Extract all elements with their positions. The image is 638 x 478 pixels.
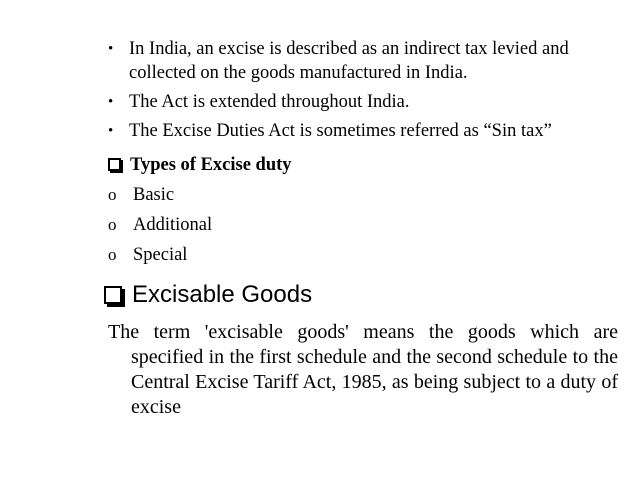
checkbox-square-icon	[104, 286, 122, 304]
bullet-list	[108, 37, 623, 148]
bullet-item	[108, 90, 623, 114]
bullet-dot-icon: •	[108, 123, 114, 139]
types-heading-text: Types of Excise duty	[130, 155, 292, 175]
list-item	[108, 183, 212, 207]
circle-bullet-icon: o	[108, 185, 117, 204]
bullet-item	[108, 119, 623, 143]
checkbox-square-icon	[108, 158, 121, 171]
bullet-dot-icon: •	[108, 94, 114, 110]
bullet-text: The Act is extended throughout India.	[129, 92, 410, 112]
type-label: Basic	[133, 185, 175, 205]
types-list	[108, 183, 212, 273]
excisable-heading-text: Excisable Goods	[132, 281, 313, 308]
types-heading	[108, 152, 292, 178]
type-label: Additional	[133, 215, 213, 235]
bullet-dot-icon: •	[108, 41, 114, 57]
bullet-item	[108, 37, 623, 85]
type-label: Special	[133, 245, 188, 265]
list-item	[108, 213, 212, 237]
excisable-heading	[104, 278, 312, 312]
circle-bullet-icon: o	[108, 215, 117, 234]
bullet-text: The Excise Duties Act is sometimes referred as “Sin tax”	[129, 121, 552, 141]
circle-bullet-icon: o	[108, 245, 117, 264]
list-item	[108, 243, 212, 267]
bullet-text: In India, an excise is described as an indirect tax levied and collected on the goods manufactured in India.	[129, 39, 569, 83]
excisable-definition: The term 'excisable goods' means the goods which are specified in the first schedule and the second schedule to the Central Excise Tariff Act, 1985, as being subject to a duty of excise	[108, 321, 618, 418]
